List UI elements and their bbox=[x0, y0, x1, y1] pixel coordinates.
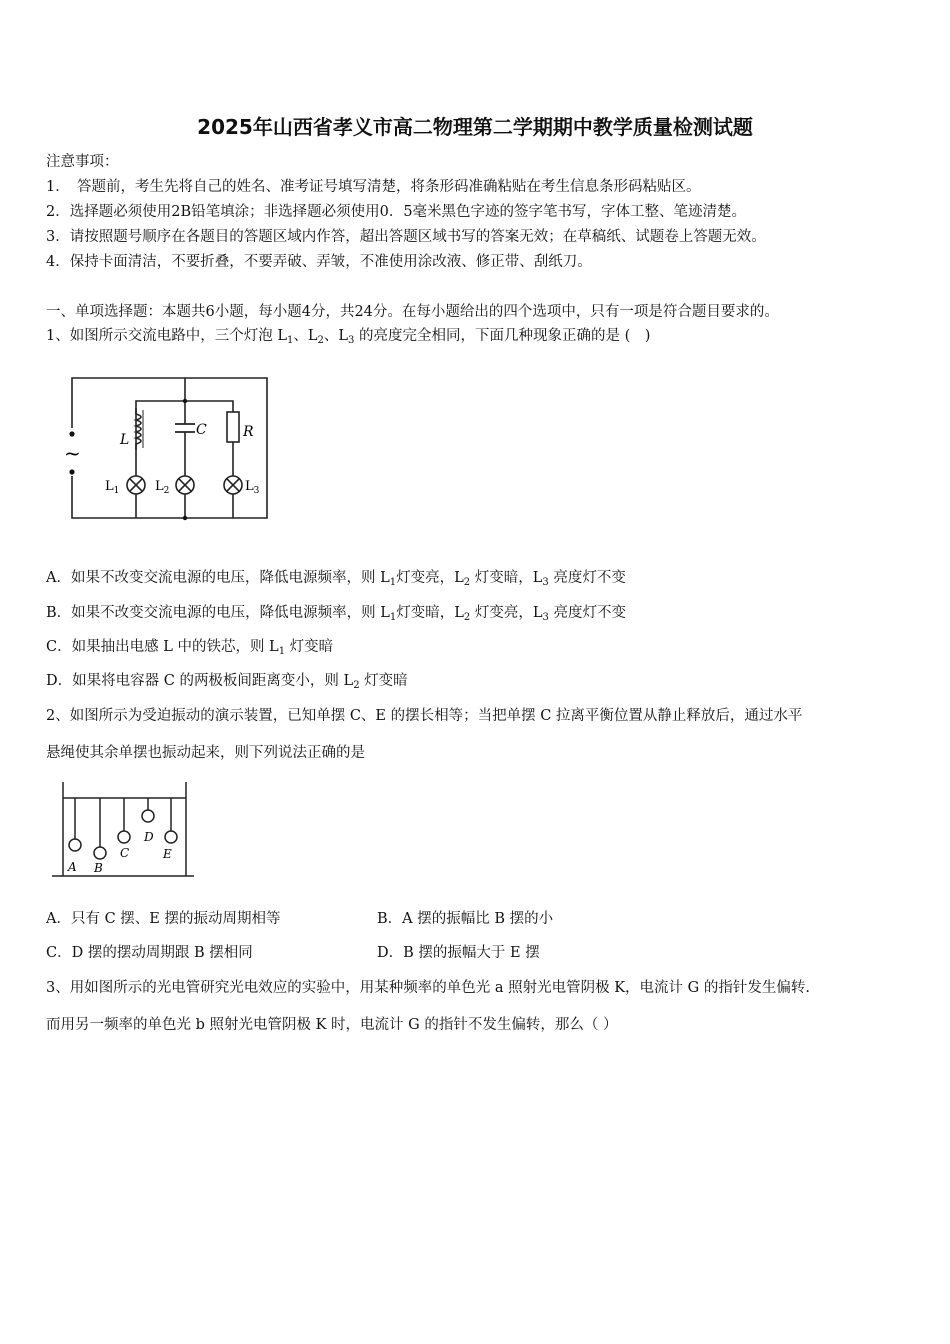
question-1-option-c: C．如果抽出电感 L 中的铁芯，则 $L_1$ 灯变暗 bbox=[46, 639, 334, 657]
section-heading: 一、单项选择题：本题共6小题，每小题4分，共24分。在每小题给出的四个选项中，只有一项是符合题目要求的。 bbox=[46, 304, 779, 320]
pendulum-figure bbox=[48, 778, 198, 880]
pendulum-e-label: E bbox=[163, 847, 172, 861]
lamp-1-label: $L_1$ bbox=[105, 479, 120, 496]
ac-source-label: ~ bbox=[64, 441, 81, 465]
pendulum-a-label: A bbox=[68, 860, 77, 874]
question-2-option-c: C．D 摆的摆动周期跟 B 摆相同 bbox=[46, 945, 253, 961]
question-2-option-d: D．B 摆的振幅大于 E 摆 bbox=[377, 945, 540, 961]
question-2-option-a: A．只有 C 摆、E 摆的振动周期相等 bbox=[46, 911, 281, 927]
question-2-option-b: B．A 摆的振幅比 B 摆的小 bbox=[377, 911, 554, 927]
notice-item-3: 3．请按照题号顺序在各题目的答题区域内作答，超出答题区域书写的答案无效；在草稿纸、试题卷上答题无效。 bbox=[46, 229, 766, 245]
question-1-option-d: D．如果将电容器 C 的两极板间距离变小，则 $L_2$ 灯变暗 bbox=[46, 673, 408, 691]
capacitor-label: C bbox=[196, 422, 207, 438]
question-3-stem-line-2: 而用另一频率的单色光 b 照射光电管阴极 K 时，电流计 G 的指针不发生偏转，那么（ ） bbox=[46, 1017, 618, 1033]
ac-circuit-figure bbox=[55, 368, 280, 540]
question-1-option-a: A．如果不改变交流电源的电压，降低电源频率，则 $L_1$灯变亮，$L_2$ 灯变暗，$L_3$ 亮度灯不变 bbox=[46, 570, 626, 588]
lamp-3-label: $L_3$ bbox=[245, 479, 260, 496]
inductor-label: L bbox=[120, 432, 130, 448]
question-1-stem: 1、如图所示交流电路中，三个灯泡 $L_1$、$L_2$、$L_3$ 的亮度完全相同，下面几种现象正确的是 ( ) bbox=[46, 328, 651, 346]
question-1-option-b: B．如果不改变交流电源的电压，降低电源频率，则 $L_1$灯变暗，$L_2$ 灯变亮，$L_3$ 亮度灯不变 bbox=[46, 605, 627, 623]
pendulum-c-label: C bbox=[120, 846, 130, 860]
pendulum-d-label: D bbox=[144, 830, 154, 844]
notice-item-1: 1． 答题前，考生先将自己的姓名、准考证号填写清楚，将条形码准确粘贴在考生信息条形码粘贴区。 bbox=[46, 179, 701, 195]
question-2-stem-line-1: 2、如图所示为受迫振动的演示装置，已知单摆 C、E 的摆长相等；当把单摆 C 拉离平衡位置从静止释放后，通过水平 bbox=[46, 708, 803, 724]
page-title: 2025年山西省孝义市高二物理第二学期期中教学质量检测试题 bbox=[197, 115, 753, 139]
lamp-2-label: $L_2$ bbox=[155, 479, 170, 496]
question-2-stem-line-2: 悬绳使其余单摆也振动起来，则下列说法正确的是 bbox=[46, 745, 365, 761]
question-3-stem-line-1: 3、用如图所示的光电管研究光电效应的实验中，用某种频率的单色光 a 照射光电管阴极 K，电流计 G 的指针发生偏转. bbox=[46, 980, 810, 996]
notice-item-4: 4．保持卡面清洁，不要折叠，不要弄破、弄皱，不准使用涂改液、修正带、刮纸刀。 bbox=[46, 254, 592, 270]
resistor-label: R bbox=[243, 424, 254, 440]
notice-heading: 注意事项： bbox=[46, 154, 119, 170]
pendulum-b-label: B bbox=[94, 861, 103, 875]
notice-item-2: 2．选择题必须使用2B铅笔填涂；非选择题必须使用0．5毫米黑色字迹的签字笔书写，字体工整、笔迹清楚。 bbox=[46, 204, 747, 220]
